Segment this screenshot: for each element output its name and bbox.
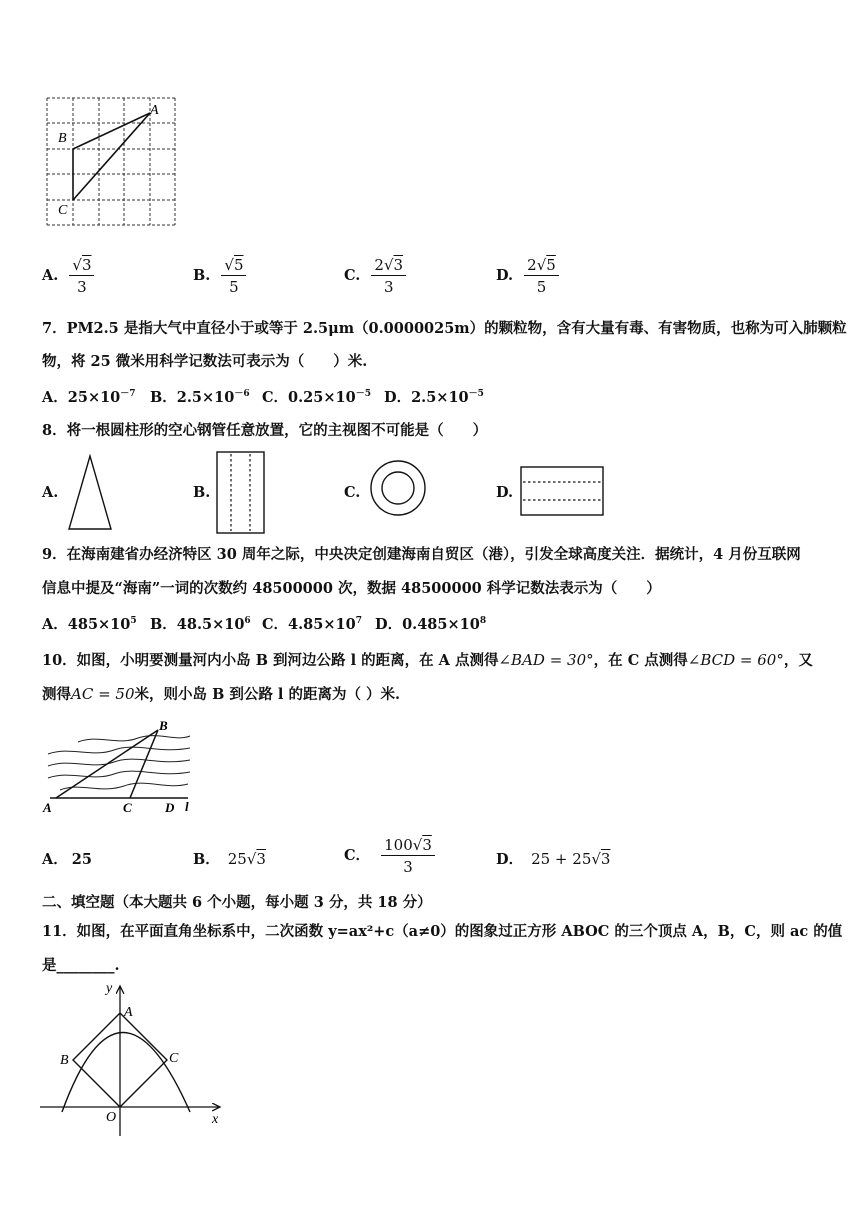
q9-option-a[interactable]: A．$485\times 10^5$ [42, 616, 137, 633]
segment-ca [73, 113, 150, 200]
label-b: B [58, 131, 67, 146]
q8-figure-b-rectangle [216, 451, 266, 535]
q10-option-d[interactable]: D． 25 + 25√3 [496, 850, 611, 868]
label-a: A [124, 1005, 133, 1020]
segment-ba [73, 113, 150, 149]
numerator: 100√3 [381, 836, 435, 856]
q8-option-a[interactable]: A. [42, 484, 59, 501]
denominator: 3 [383, 278, 394, 296]
label-b: B [159, 718, 168, 733]
q6-grid-figure [40, 92, 185, 232]
q6-option-d[interactable] [496, 256, 559, 296]
q9-option-c[interactable]: C．$4.85\times 10^7$ [262, 616, 362, 633]
label-c: C [123, 800, 132, 815]
q7-option-c[interactable]: C．$0.25\times 10^{-5}$ [262, 389, 371, 406]
q7-option-a[interactable]: A．$25\times 10^{-7}$ [42, 389, 136, 406]
option-letter: C. [344, 267, 361, 284]
denominator: 3 [77, 278, 87, 296]
q9-line-2: 信息中提及“海南”一词的次数约 48500000 次，数据 48500000 科学记数法表示为（ ） [42, 580, 661, 597]
angle-bad: ∠BAD = 30° [498, 651, 594, 669]
q8-option-c[interactable]: C. [344, 484, 361, 501]
q10-option-c[interactable]: C． $\frac{100√3}{3}$ [344, 836, 435, 876]
q11-parabola-figure [36, 978, 230, 1140]
q10-line-1: 10．如图，小明要测量河内小岛 B 到河边公路 l 的距离，在 A 点测得∠BAD = 30°，在 C 点测得∠BCD = 60°，又 [42, 651, 813, 669]
q7-line-2: 物，将 25 微米用科学记数法可表示为（ ）米. [42, 353, 368, 370]
q8-line-1: 8．将一根圆柱形的空心钢管任意放置，它的主视图不可能是（ ） [42, 422, 488, 439]
q10-option-b[interactable]: B． 25√3 [193, 850, 266, 868]
q6-option-b[interactable] [193, 256, 246, 296]
numerator: 2√5 [524, 256, 559, 276]
option-letter: B. [193, 267, 211, 284]
denominator: 5 [229, 278, 239, 296]
option-letter: A. [42, 267, 59, 284]
label-c: C [58, 203, 68, 218]
denominator: 5 [536, 278, 547, 296]
label-c: C [169, 1051, 179, 1066]
q8-figure-d-rectangle [520, 466, 606, 518]
ac-length: AC = 50 [71, 685, 135, 703]
q8-figure-c-ring [368, 458, 428, 518]
option-letter: D. [496, 267, 514, 284]
fraction [371, 256, 406, 296]
q10-line-2: 测得AC = 50米，则小岛 B 到公路 l 的距离为（ ）米. [42, 685, 401, 703]
fraction [221, 256, 246, 296]
q9-line-1: 9．在海南建省办经济特区 30 周年之际，中央决定创建海南自贸区（港），引发全球高度关注．据统计，4 月份互联网 [42, 546, 801, 563]
label-a: A [150, 103, 159, 118]
q7-option-b[interactable]: B．$2.5\times 10^{-6}$ [150, 389, 250, 406]
label-a: A [43, 800, 52, 815]
q6-option-c[interactable] [344, 256, 406, 296]
fraction [69, 256, 94, 296]
q8-option-d[interactable]: D. [496, 484, 514, 501]
q11-line-2: 是________. [42, 957, 120, 974]
label-x: x [212, 1112, 219, 1127]
q10-river-figure [40, 718, 200, 818]
label-y: y [106, 981, 113, 996]
label-o: O [106, 1110, 117, 1125]
angle-bcd: ∠BCD = 60° [687, 651, 784, 669]
q8-option-b[interactable]: B. [193, 484, 211, 501]
section-2-title: 二、填空题（本大题共 6 个小题，每小题 3 分，共 18 分） [42, 894, 432, 911]
denominator: 3 [403, 858, 413, 876]
numerator: √5 [221, 256, 246, 276]
fraction [524, 256, 559, 296]
q9-option-d[interactable]: D．$0.485\times 10^8$ [375, 616, 487, 633]
q8-figure-a-triangle [66, 453, 116, 533]
fraction [381, 836, 435, 876]
label-d: D [165, 800, 175, 815]
q7-line-1: 7．PM2.5 是指大气中直径小于或等于 2.5μm（0.0000025m）的颗粒物，含有大量有毒、有害物质，也称为可入肺颗粒 [42, 320, 847, 337]
numerator: 2√3 [371, 256, 406, 276]
numerator: √3 [69, 256, 94, 276]
label-b: B [60, 1053, 69, 1068]
label-l: l [185, 799, 189, 814]
q7-option-d[interactable]: D．$2.5\times 10^{-5}$ [384, 389, 484, 406]
q11-line-1: 11．如图，在平面直角坐标系中，二次函数 y=ax²+c（a≠0）的图象过正方形 ABOC 的三个顶点 A，B，C，则 ac 的值 [42, 923, 843, 940]
q6-option-a[interactable] [42, 256, 94, 296]
q10-option-a[interactable]: A． 25 [42, 851, 92, 868]
q9-option-b[interactable]: B．$48.5\times 10^6$ [150, 616, 251, 633]
